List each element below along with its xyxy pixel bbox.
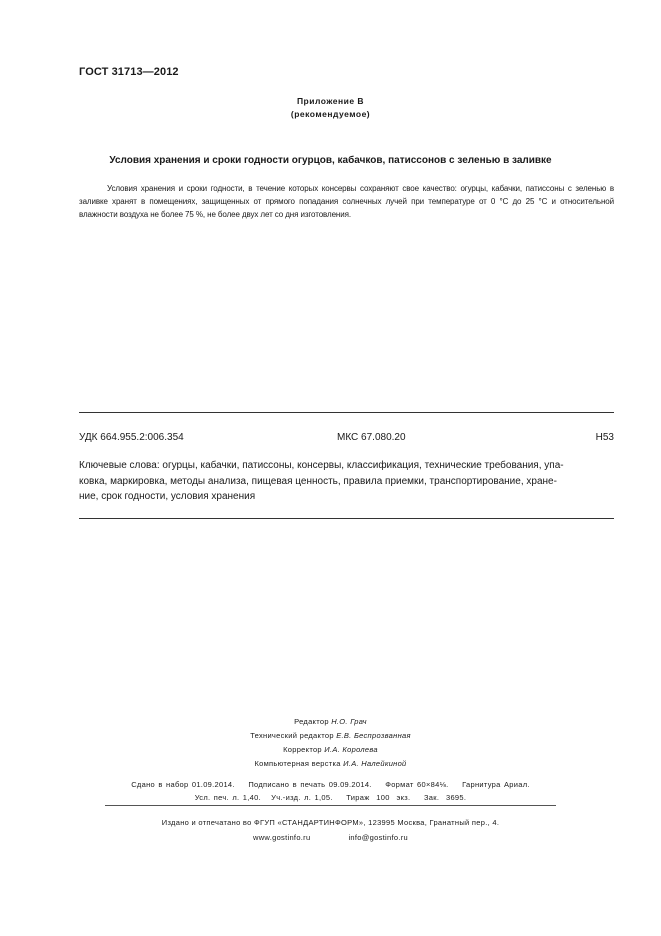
appendix-status: (рекомендуемое) xyxy=(290,109,371,119)
keywords-line: ние, срок годности, условия хранения xyxy=(79,491,256,502)
top-divider xyxy=(79,412,614,413)
credit-editor xyxy=(0,715,661,729)
udk-code: УДК 664.955.2:006.354 xyxy=(79,432,184,443)
credit-label: Компьютерная верстка xyxy=(254,759,341,768)
keywords-line: ковка, маркировка, методы анализа, пищевая ценность, правила приемки, транспортирование, хране- xyxy=(79,475,557,487)
credit-name: Н.О. Грач xyxy=(331,717,367,726)
credit-name: И.А. Налейкиной xyxy=(343,759,407,768)
print-details-line: Усл. печ. л. 1,40. Уч.-изд. л. 1,05. Тираж 100 экз. Зак. 3695. xyxy=(194,793,467,802)
keywords xyxy=(79,458,614,505)
okp-code: Н53 xyxy=(595,432,614,443)
section-heading: Условия хранения и сроки годности огурцов, кабачков, патиссонов с зеленью в заливке xyxy=(109,155,552,166)
mks-code: МКС 67.080.20 xyxy=(337,432,406,443)
storage-conditions-paragraph: Условия хранения и сроки годности, в течение которых консервы сохраняют свое качество: огурцы, кабачки, патиссоны с зеленью в заливке хранят в помещениях, защищенных от прямого попадания солнечных лучей при температуре от 0 °С до 25 °С и относительной влажности воздуха не более 75 %, не более двух лет со дня изготовления. xyxy=(79,184,614,219)
print-details-line: Сдано в набор 01.09.2014. Подписано в печать 09.09.2014. Формат 60×84⅛. Гарнитура Ариал. xyxy=(131,780,530,789)
print-details xyxy=(0,778,661,804)
credits xyxy=(0,715,661,771)
credit-name: И.А. Королева xyxy=(324,745,378,754)
appendix-header xyxy=(0,95,661,121)
publisher-info xyxy=(0,815,661,845)
publisher-website[interactable]: www.gostinfo.ru xyxy=(253,833,311,842)
keywords-line: Ключевые слова: огурцы, кабачки, патиссоны, консервы, классификация, технические требования, упа- xyxy=(79,460,564,471)
body-text xyxy=(79,182,614,221)
bottom-divider xyxy=(79,518,614,519)
credit-label: Технический редактор xyxy=(250,731,334,740)
imprint-divider xyxy=(105,805,556,806)
publisher-contacts xyxy=(0,830,661,845)
publisher-address: Издано и отпечатано во ФГУП «СТАНДАРТИНФОРМ», 123995 Москва, Гранатный пер., 4. xyxy=(161,818,500,827)
credit-label: Редактор xyxy=(294,717,329,726)
publisher-email[interactable]: info@gostinfo.ru xyxy=(348,833,408,842)
appendix-title: Приложение В xyxy=(296,96,365,106)
credit-name: Е.В. Беспрозванная xyxy=(336,731,411,740)
credit-corrector xyxy=(0,743,661,757)
credit-layout xyxy=(0,757,661,771)
credit-tech-editor xyxy=(0,729,661,743)
credit-label: Корректор xyxy=(283,745,322,754)
standard-number: ГОСТ 31713—2012 xyxy=(79,66,179,78)
